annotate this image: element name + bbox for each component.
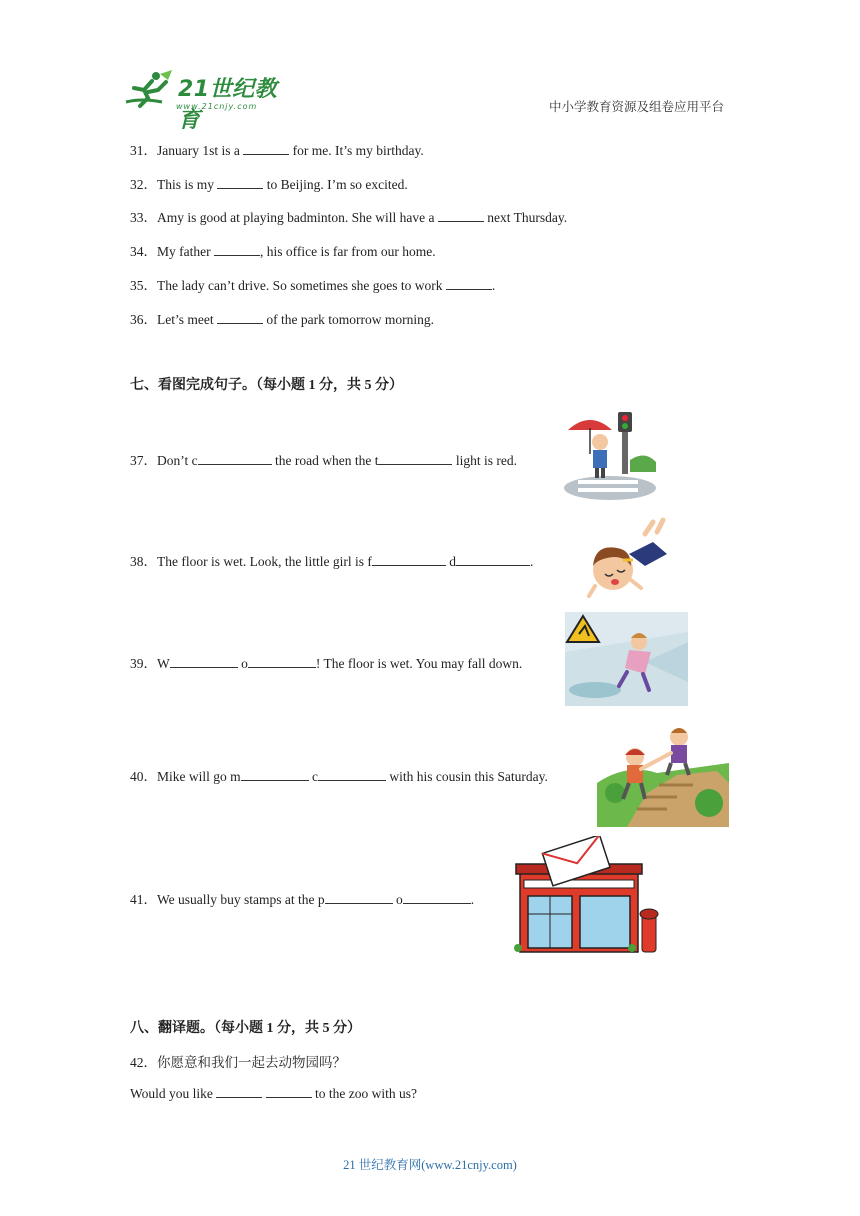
answer-blank[interactable] — [403, 891, 471, 904]
answer-blank[interactable] — [241, 768, 309, 781]
traffic-light-crossing-picture — [560, 410, 660, 502]
question-text: Mike will go m — [157, 769, 241, 784]
question-text: Would you like — [130, 1086, 213, 1101]
answer-blank[interactable] — [214, 243, 260, 256]
question-text: January 1st is a — [157, 143, 240, 158]
question-text: The floor is wet. Look, the little girl is f — [157, 554, 372, 569]
question-text: This is my — [157, 177, 215, 192]
question-number: 39． — [130, 656, 157, 671]
answer-blank[interactable] — [217, 311, 263, 324]
question-text: Don’t c — [157, 453, 198, 468]
question-number: 41． — [130, 892, 157, 907]
question-number: 32． — [130, 177, 157, 192]
question-text: 你愿意和我们一起去动物园吗？ — [157, 1055, 346, 1070]
logo-url: www.21cnjy.com — [176, 102, 258, 111]
question-37 — [130, 449, 517, 469]
question-text: the road when the t — [275, 453, 379, 468]
platform-caption: 中小学教育资源及组卷应用平台 — [549, 100, 725, 114]
answer-blank[interactable] — [216, 1085, 262, 1098]
falling-girl-picture — [583, 514, 678, 600]
question-38 — [130, 550, 533, 570]
question-number: 40． — [130, 769, 157, 784]
question-36 — [130, 308, 434, 328]
question-text: The lady can’t drive. So sometimes she goes to work — [157, 278, 443, 293]
question-number: 34． — [130, 244, 157, 259]
runner-logo-icon — [122, 68, 178, 112]
question-number: 35． — [130, 278, 157, 293]
answer-blank[interactable] — [217, 176, 263, 189]
question-42-chinese — [130, 1051, 346, 1071]
question-number: 36． — [130, 312, 157, 327]
question-text: light is red. — [455, 453, 517, 468]
question-40 — [130, 765, 548, 785]
logo-text: 21世纪教育 — [178, 77, 278, 133]
question-number: 37． — [130, 453, 157, 468]
mountain-climbing-picture — [597, 723, 729, 827]
question-number: 31． — [130, 143, 157, 158]
question-text: W — [157, 656, 170, 671]
question-42-english — [130, 1085, 417, 1102]
answer-blank[interactable] — [248, 655, 316, 668]
question-text: ! The floor is wet. You may fall down. — [315, 656, 523, 671]
answer-blank[interactable] — [243, 142, 289, 155]
question-number: 38． — [130, 554, 157, 569]
question-text: to the zoo with us? — [315, 1086, 418, 1101]
answer-blank[interactable] — [372, 553, 446, 566]
question-text: next Thursday. — [487, 210, 568, 225]
answer-blank[interactable] — [378, 452, 452, 465]
question-text: with his cousin this Saturday. — [389, 769, 548, 784]
answer-blank[interactable] — [325, 891, 393, 904]
question-text: for me. It’s my birthday. — [292, 143, 424, 158]
question-text: Amy is good at playing badminton. She will have a — [157, 210, 435, 225]
question-33 — [130, 206, 567, 226]
section-7-title: 七、看图完成句子。（每小题 1 分，共 5 分） — [130, 378, 403, 393]
question-41 — [130, 888, 474, 908]
question-text: Let’s meet — [157, 312, 214, 327]
question-39 — [130, 652, 522, 672]
question-text: of the park tomorrow morning. — [266, 312, 434, 327]
answer-blank[interactable] — [266, 1085, 312, 1098]
section-8-title: 八、翻译题。（每小题 1 分，共 5 分） — [130, 1021, 361, 1036]
question-35 — [130, 274, 495, 294]
site-logo — [122, 68, 292, 133]
answer-blank[interactable] — [318, 768, 386, 781]
question-text: to Beijing. I’m so excited. — [266, 177, 408, 192]
question-text: c — [312, 769, 318, 784]
question-text: d — [449, 554, 456, 569]
question-text: o — [241, 656, 248, 671]
post-office-picture — [514, 836, 660, 956]
answer-blank[interactable] — [446, 277, 492, 290]
question-text: . — [470, 892, 475, 907]
page-footer: 21 世纪教育网(www.21cnjy.com) — [343, 1158, 517, 1172]
answer-blank[interactable] — [170, 655, 238, 668]
wet-floor-sign-picture — [565, 612, 688, 706]
question-31 — [130, 139, 424, 159]
question-text: . — [491, 278, 496, 293]
question-number: 42． — [130, 1055, 157, 1070]
question-34 — [130, 240, 436, 260]
question-32 — [130, 173, 408, 193]
answer-blank[interactable] — [198, 452, 272, 465]
question-text: We usually buy stamps at the p — [157, 892, 325, 907]
question-text: , his office is far from our home. — [259, 244, 436, 259]
question-text: o — [396, 892, 403, 907]
question-text: My father — [157, 244, 211, 259]
answer-blank[interactable] — [438, 209, 484, 222]
question-text: . — [529, 554, 534, 569]
answer-blank[interactable] — [456, 553, 530, 566]
question-number: 33． — [130, 210, 157, 225]
